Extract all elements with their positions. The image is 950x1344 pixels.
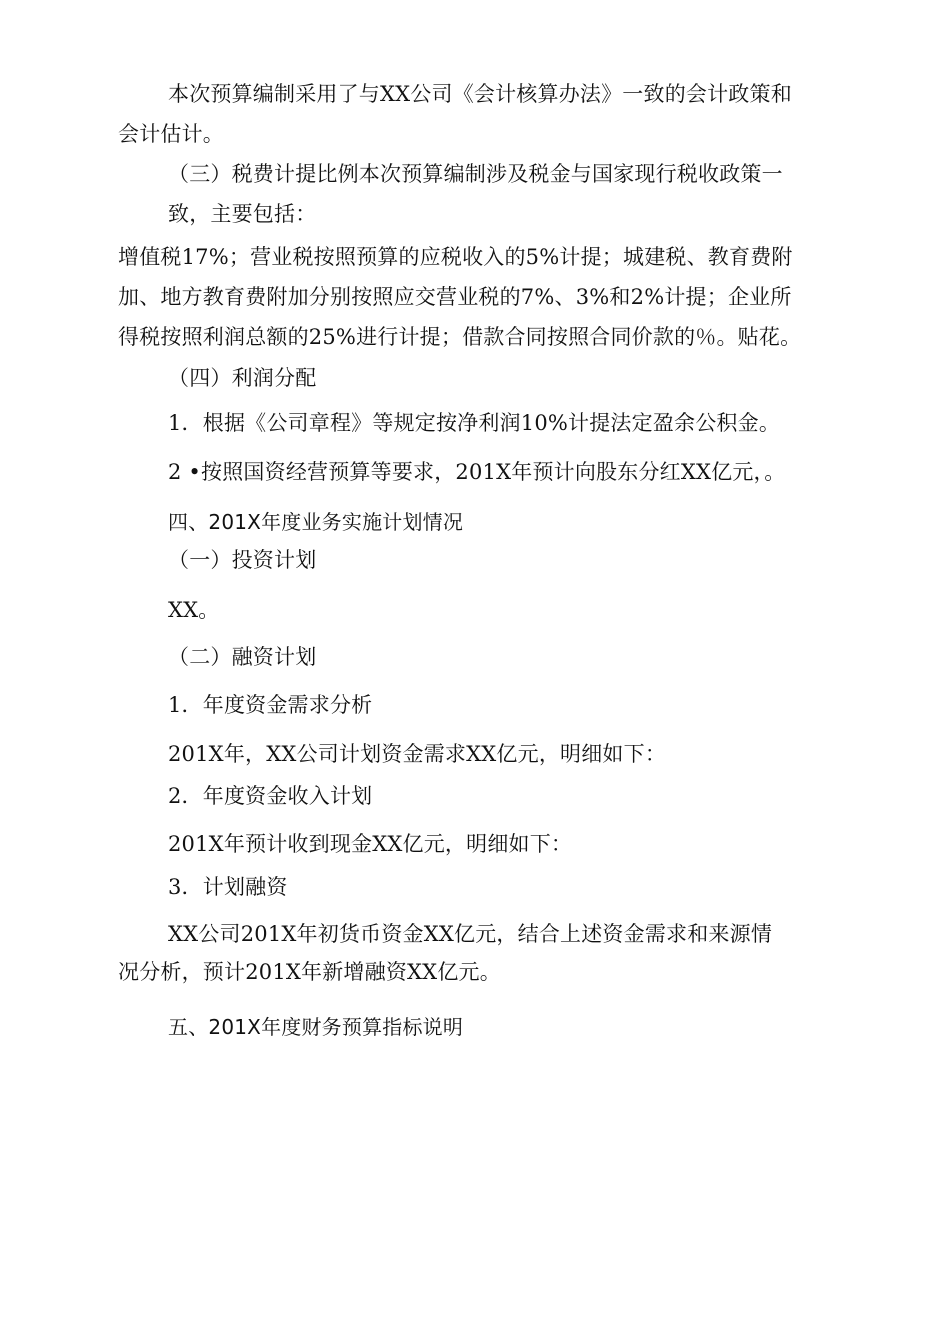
- paragraph-tax-detail-line-3: 得税按照利润总额的25%进行计提；借款合同按照合同价款的％。贴花。: [118, 325, 802, 349]
- section-five-heading: 五、201X年度财务预算指标说明: [168, 1015, 464, 1039]
- investment-plan-heading: （一）投资计划: [168, 548, 317, 572]
- capital-demand-heading: 1．年度资金需求分析: [168, 693, 373, 717]
- paragraph-tax-detail-line-2: 加、地方教育费附加分别按照应交营业税的7%、3%和2%计提；企业所: [118, 285, 792, 309]
- financing-plan-heading: （二）融资计划: [168, 645, 317, 669]
- paragraph-accounting-policy-line-1: 本次预算编制采用了与XX公司《会计核算办法》一致的会计政策和: [168, 82, 792, 106]
- profit-item-2: 2 •按照国资经营预算等要求，201X年预计向股东分红XX亿元，。: [168, 460, 786, 484]
- section-four-heading: 四、201X年度业务实施计划情况: [168, 510, 464, 534]
- paragraph-accounting-policy-line-2: 会计估计。: [118, 122, 224, 146]
- section-tax-rates-heading-line-2: 致，主要包括：: [168, 202, 317, 226]
- profit-item-1: 1．根据《公司章程》等规定按净利润10%计提法定盈余公积金。: [168, 411, 781, 435]
- paragraph-tax-detail-line-1: 增值税17%；营业税按照预算的应税收入的5%计提；城建税、教育费附: [118, 245, 793, 269]
- capital-income-body: 201X年预计收到现金XX亿元，明细如下：: [168, 832, 573, 856]
- capital-income-heading: 2．年度资金收入计划: [168, 784, 373, 808]
- investment-plan-body: XX。: [168, 598, 220, 622]
- planned-financing-heading: 3．计划融资: [168, 875, 288, 899]
- planned-financing-body-line-1: XX公司201X年初货币资金XX亿元，结合上述资金需求和来源情: [168, 922, 773, 946]
- capital-demand-body: 201X年，XX公司计划资金需求XX亿元，明细如下：: [168, 742, 667, 766]
- section-tax-rates-heading-line-1: （三）税费计提比例本次预算编制涉及税金与国家现行税收政策一: [168, 162, 783, 186]
- planned-financing-body-line-2: 况分析，预计201X年新增融资XX亿元。: [118, 960, 501, 984]
- section-profit-distribution-heading: （四）利润分配: [168, 366, 317, 390]
